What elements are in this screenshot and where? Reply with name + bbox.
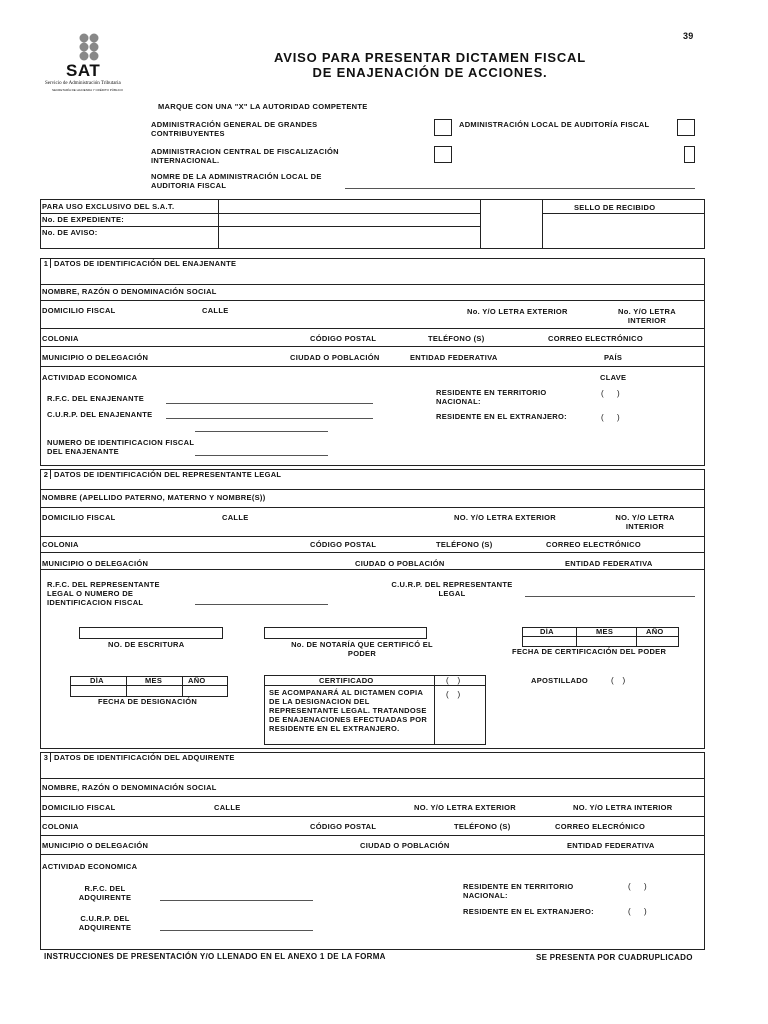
section2-number: 2 — [42, 470, 51, 479]
s1-residente-ext-label: RESIDENTE EN EL EXTRANJERO: — [436, 412, 567, 421]
form-title-line2: DE ENAJENACIÓN DE ACCIONES. — [312, 65, 548, 80]
sat-logo — [40, 32, 150, 102]
s2-desig-ano-field[interactable] — [183, 686, 227, 696]
s3-municipio-label: MUNICIPIO O DELEGACIÓN — [42, 841, 149, 850]
s1-numero-id-label: NUMERO DE IDENTIFICACION FISCAL DEL ENAJENANTE — [47, 438, 195, 456]
logo-subline: SECRETARÍA DE HACIENDA Y CRÉDITO PÚBLICO — [52, 88, 123, 92]
authority-checkbox-grandes[interactable] — [434, 119, 452, 136]
s3-rfc-label: R.F.C. DEL ADQUIRENTE — [78, 884, 132, 902]
s1-calle-label: CALLE — [202, 306, 229, 315]
s2-escritura-field[interactable] — [79, 627, 223, 639]
s2-desig-dia-field[interactable] — [71, 686, 125, 696]
s2-notaria-label: No. DE NOTARÍA QUE CERTIFICÓ EL PODER — [291, 640, 433, 658]
s2-cert-dia-label: DÍA — [540, 627, 554, 636]
section3-title: DATOS DE IDENTIFICACIÓN DEL ADQUIRENTE — [54, 753, 235, 762]
s2-fecha-desig-label: FECHA DE DESIGNACIÓN — [98, 697, 198, 706]
expediente-field[interactable] — [219, 214, 479, 226]
s2-certificado-mark[interactable]: ( ) — [446, 676, 461, 685]
s2-telefono-label: TELÉFONO (S) — [436, 540, 493, 549]
s1-domicilio-label: DOMICILIO FISCAL — [42, 306, 116, 315]
s1-entidad-label: ENTIDAD FEDERATIVA — [410, 353, 498, 362]
s1-ciudad-label: CIUDAD O POBLACIÓN — [290, 353, 380, 362]
authority-checkbox-internacional[interactable] — [434, 146, 452, 163]
s3-entidad-label: ENTIDAD FEDERATIVA — [567, 841, 655, 850]
s2-calle-label: CALLE — [222, 513, 249, 522]
sat-emblem-icon — [76, 32, 136, 64]
s3-curp-label: C.U.R.P. DEL ADQUIRENTE — [78, 914, 132, 932]
s1-municipio-label: MUNICIPIO O DELEGACIÓN — [42, 353, 149, 362]
s3-rfc-field[interactable] — [160, 900, 313, 901]
s1-curp-field[interactable] — [166, 418, 373, 419]
s2-desig-dia-label: DÍA — [90, 676, 104, 685]
s3-no-int-label: NO. Y/O LETRA INTERIOR — [573, 803, 673, 812]
s2-apostillado-mark[interactable]: ( ) — [611, 676, 626, 685]
s1-telefono-label: TELÉFONO (S) — [428, 334, 485, 343]
s2-acompanara-mark[interactable]: ( ) — [446, 690, 461, 699]
section1-number: 1 — [42, 259, 51, 268]
s2-notaria-field[interactable] — [264, 627, 427, 639]
s2-rfc-label: R.F.C. DEL REPRESENTANTE LEGAL O NUMERO DE IDENTIFICACION FISCAL — [47, 580, 160, 607]
s2-correo-label: CORREO ELECTRÓNICO — [546, 540, 641, 549]
section1-body — [40, 268, 705, 466]
s2-colonia-label: COLONIA — [42, 540, 79, 549]
s1-actividad-label: ACTIVIDAD ECONOMICA — [42, 373, 138, 382]
s3-nombre-label: NOMBRE, RAZÓN O DENOMINACIÓN SOCIAL — [42, 783, 217, 792]
s1-curp-label: C.U.R.P. DEL ENAJENANTE — [47, 410, 153, 419]
s1-no-ext-label: No. Y/O LETRA EXTERIOR — [467, 307, 568, 316]
s3-colonia-label: COLONIA — [42, 822, 79, 831]
footer-instructions: INSTRUCCIONES DE PRESENTACIÓN Y/O LLENADO EN EL ANEXO 1 DE LA FORMA — [44, 952, 386, 961]
s1-colonia-label: COLONIA — [42, 334, 79, 343]
authority-option-grandes: ADMINISTRACIÓN GENERAL DE GRANDES CONTRIBUYENTES — [151, 120, 318, 138]
s1-no-int-label: No. Y/O LETRA INTERIOR — [618, 307, 676, 325]
s1-numero-id-field[interactable] — [195, 455, 328, 456]
authority-checkbox-extra[interactable] — [684, 146, 695, 163]
logo-text: SAT — [66, 61, 101, 80]
s2-desig-mes-field[interactable] — [127, 686, 181, 696]
s3-residente-nac-label: RESIDENTE EN TERRITORIO NACIONAL: — [463, 882, 574, 900]
s1-residente-nac-mark[interactable]: ( ) — [601, 389, 620, 398]
s1-nombre-label: NOMBRE, RAZÓN O DENOMINACIÓN SOCIAL — [42, 287, 217, 296]
s3-calle-label: CALLE — [214, 803, 241, 812]
s2-curp-label: C.U.R.P. DEL REPRESENTANTE LEGAL — [391, 580, 513, 598]
sello-recibido-label: SELLO DE RECIBIDO — [574, 203, 656, 212]
s1-clave-label: CLAVE — [600, 373, 627, 382]
s1-rfc-label: R.F.C. DEL ENAJENANTE — [47, 394, 145, 403]
s2-curp-field[interactable] — [525, 596, 695, 597]
s3-correo-label: CORREO ELECRÓNICO — [555, 822, 646, 831]
s1-correo-label: CORREO ELECTRÓNICO — [548, 334, 643, 343]
authority-instruction: MARQUE CON UNA "X" LA AUTORIDAD COMPETENTE — [158, 102, 368, 111]
aviso-field[interactable] — [219, 227, 479, 248]
s3-no-ext-label: NO. Y/O LETRA EXTERIOR — [414, 803, 517, 812]
s2-no-int-label: NO. Y/O LETRA INTERIOR — [615, 513, 675, 531]
aviso-label: No. DE AVISO: — [42, 228, 98, 237]
logo-subtitle: Servicio de Administración Tributaria — [45, 81, 121, 86]
s2-nombre-label: NOMBRE (APELLIDO PATERNO, MATERNO Y NOMBRE(S)) — [42, 493, 266, 502]
authority-option-local: ADMINISTRACIÓN LOCAL DE AUDITORÍA FISCAL — [459, 120, 650, 129]
s2-desig-mes-label: MES — [145, 676, 163, 685]
s2-domicilio-label: DOMICILIO FISCAL — [42, 513, 116, 522]
s1-residente-ext-mark[interactable]: ( ) — [601, 413, 620, 422]
s3-actividad-label: ACTIVIDAD ECONOMICA — [42, 862, 138, 871]
s3-cp-label: CÓDIGO POSTAL — [310, 822, 377, 831]
authority-name-field[interactable] — [345, 188, 695, 189]
s2-entidad-label: ENTIDAD FEDERATIVA — [565, 559, 653, 568]
s2-cp-label: CÓDIGO POSTAL — [310, 540, 377, 549]
s1-pais-label: PAÍS — [604, 353, 623, 362]
page-number: 39 — [683, 31, 694, 41]
s1-rfc-field[interactable] — [166, 403, 373, 404]
s2-apostillado-label: APOSTILLADO — [531, 676, 589, 685]
s3-residente-nac-mark[interactable]: ( ) — [628, 882, 647, 891]
s2-no-ext-label: NO. Y/O LETRA EXTERIOR — [454, 513, 557, 522]
s2-cert-mes-label: MES — [596, 627, 614, 636]
s2-rfc-field[interactable] — [195, 604, 328, 605]
s3-telefono-label: TELÉFONO (S) — [454, 822, 511, 831]
s2-acompanara-text: SE ACOMPANARÁ AL DICTAMEN COPIA DE LA DESIGNACION DEL REPRESENTANTE LEGAL. TRATANDOSE DE ENAJENACIONES EFECTUADAS POR RESIDENTE EN EL EXTRANJERO. — [269, 688, 428, 733]
s2-ciudad-label: CIUDAD O POBLACIÓN — [355, 559, 445, 568]
s2-fecha-cert-label: FECHA DE CERTIFICACIÓN DEL PODER — [512, 647, 667, 656]
expediente-label: No. DE EXPEDIENTE: — [42, 215, 125, 224]
form-title-line1: AVISO PARA PRESENTAR DICTAMEN FISCAL — [274, 50, 586, 65]
sat-exclusive-label: PARA USO EXCLUSIVO DEL S.A.T. — [42, 202, 175, 211]
s2-cert-ano-field[interactable] — [637, 637, 678, 646]
s2-escritura-label: NO. DE ESCRITURA — [108, 640, 185, 649]
s2-cert-mes-field[interactable] — [577, 637, 635, 646]
s3-curp-field[interactable] — [160, 930, 313, 931]
s3-ciudad-label: CIUDAD O POBLACIÓN — [360, 841, 450, 850]
section2-title: DATOS DE IDENTIFICACIÓN DEL REPRESENTANTE LEGAL — [54, 470, 282, 479]
s2-certificado-label: CERTIFICADO — [319, 676, 374, 685]
s2-cert-dia-field[interactable] — [523, 637, 575, 646]
s3-residente-ext-mark[interactable]: ( ) — [628, 907, 647, 916]
s1-curp-field-2[interactable] — [195, 431, 328, 432]
authority-checkbox-local[interactable] — [677, 119, 695, 136]
s1-cp-label: CÓDIGO POSTAL — [310, 334, 377, 343]
section1-title: DATOS DE IDENTIFICACIÓN DEL ENAJENANTE — [54, 259, 237, 268]
section3-number: 3 — [42, 753, 51, 762]
s1-residente-nac-label: RESIDENTE EN TERRITORIO NACIONAL: — [436, 388, 547, 406]
s2-cert-ano-label: AÑO — [646, 627, 664, 636]
s2-desig-ano-label: AÑO — [188, 676, 206, 685]
s3-residente-ext-label: RESIDENTE EN EL EXTRANJERO: — [463, 907, 594, 916]
authority-name-label: NOMRE DE LA ADMINISTRACIÓN LOCAL DE AUDITORIA FISCAL — [151, 172, 322, 190]
s2-municipio-label: MUNICIPIO O DELEGACIÓN — [42, 559, 149, 568]
authority-option-internacional: ADMINISTRACION CENTRAL DE FISCALIZACIÓN INTERNACIONAL. — [151, 147, 339, 165]
footer-cuadruplicado: SE PRESENTA POR CUADRUPLICADO — [536, 953, 693, 962]
s3-domicilio-label: DOMICILIO FISCAL — [42, 803, 116, 812]
